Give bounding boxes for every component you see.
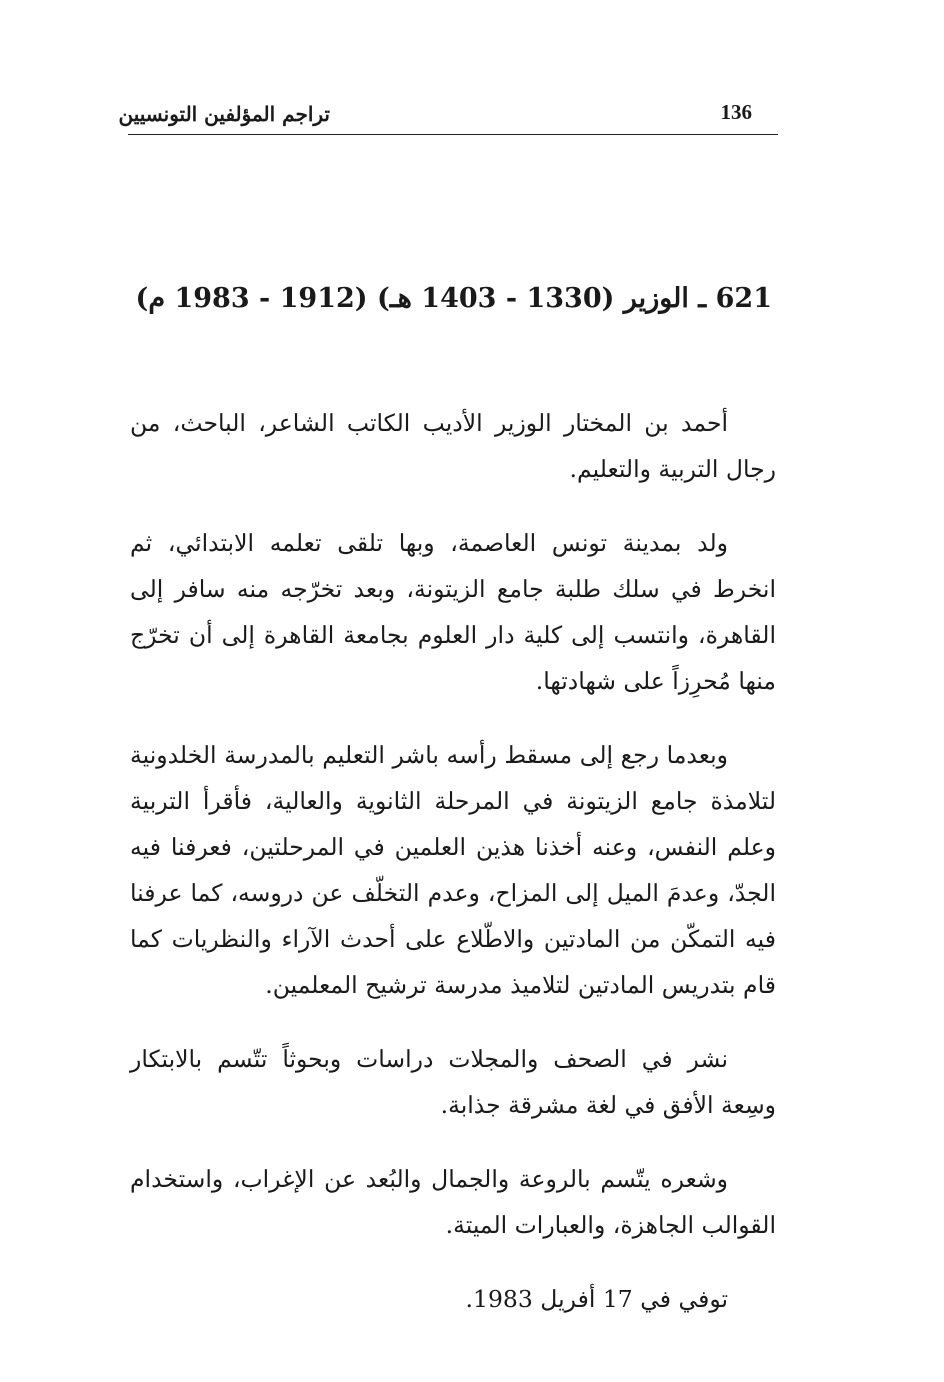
paragraph-birth-education: ولد بمدينة تونس العاصمة، وبها تلقى تعلمه الابتدائي، ثم انخرط في سلك طلبة جامع الزيتونة، وبعد تخرّجه منه سافر إلى القاهرة، وانتسب إلى كلية دار العلوم بجامعة القاهرة إلى أن تخرّج منها مُحرِزاً على شهادتها. [130,529,776,695]
entry-heading: 621 ـ الوزير (1330 - 1403 هـ) (1912 - 1983 م) [135,283,772,314]
page-number: 136 [720,100,752,124]
entry-body [130,400,776,1322]
paragraph-publications: نشر في الصحف والمجلات دراسات وبحوثاً تتّسم بالابتكار وسِعة الأفق في لغة مشرقة جذابة. [130,1045,776,1119]
paragraph-death: توفي في 17 أفريل 1983. [465,1285,728,1313]
running-header [118,98,778,135]
paragraph-teaching-career: وبعدما رجع إلى مسقط رأسه باشر التعليم بالمدرسة الخلدونية لتلامذة جامع الزيتونة في المرحلة الثانوية والعالية، فأقرأ التربية وعلم النفس، وعنه أخذنا هذين العلمين في المرحلتين، فعرفنا فيه الجدّ، وعدمَ الميل إلى المزاح، وعدم التخلّف عن دروسه، كما عرفنا فيه التمكّن من المادتين والاطّلاع على أحدث الآراء والنظريات كما قام بتدريس المادتين لتلاميذ مدرسة ترشيح المعلمين. [130,741,776,999]
paragraph-introduction: أحمد بن المختار الوزير الأديب الكاتب الشاعر، الباحث، من رجال التربية والتعليم. [130,409,776,483]
running-header-title: تراجم المؤلفين التونسيين [118,102,330,126]
paragraph-poetry: وشعره يتّسم بالروعة والجمال والبُعد عن الإغراب، واستخدام القوالب الجاهزة، والعبارات الميتة. [130,1165,776,1239]
